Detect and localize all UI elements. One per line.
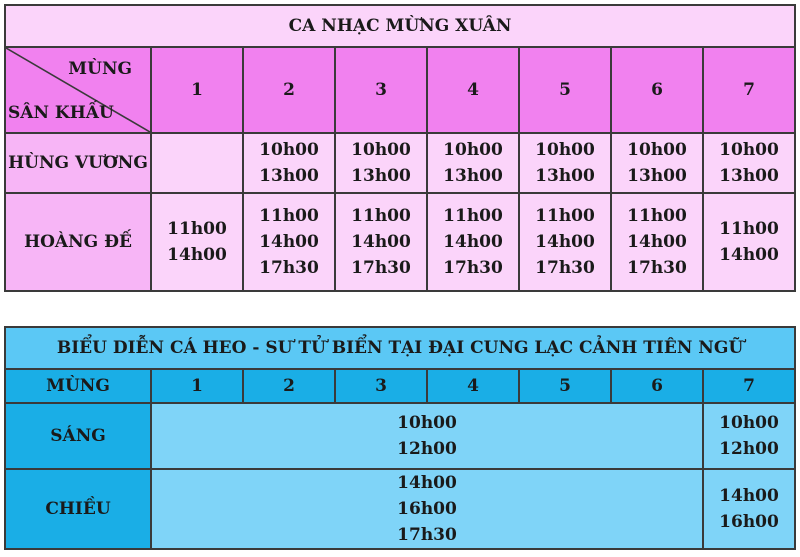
time-value: 11h00: [719, 219, 779, 239]
time-value: 10h00: [535, 140, 595, 160]
time-value: 14h00: [443, 232, 503, 252]
schedule-cell: [243, 193, 335, 291]
schedule-cell-day-7: [703, 403, 795, 469]
corner-day-label: MÙNG: [68, 59, 132, 79]
session-label: CHIỀU: [5, 469, 151, 549]
show-schedule-table: [4, 326, 796, 550]
day-header: 6: [611, 369, 703, 403]
schedule-cell: [611, 193, 703, 291]
concert-day-header-row: [5, 47, 795, 133]
time-value: 12h00: [397, 439, 457, 459]
time-value: 10h00: [351, 140, 411, 160]
time-value: 16h00: [397, 499, 457, 519]
day-header: 7: [703, 47, 795, 133]
time-value: 17h30: [443, 258, 503, 278]
stage-label: HOÀNG ĐẾ: [5, 193, 151, 291]
time-value: 11h00: [535, 206, 595, 226]
time-value: 10h00: [443, 140, 503, 160]
table-row: [5, 133, 795, 193]
schedule-cell: [243, 133, 335, 193]
schedule-cell: [703, 193, 795, 291]
day-header: 5: [519, 369, 611, 403]
time-value: 14h00: [719, 245, 779, 265]
schedule-cell: [519, 133, 611, 193]
time-value: 11h00: [443, 206, 503, 226]
show-day-header-row: [5, 369, 795, 403]
day-header: 3: [335, 47, 427, 133]
day-header: 2: [243, 47, 335, 133]
time-value: 13h00: [259, 166, 319, 186]
time-value: 14h00: [627, 232, 687, 252]
time-value: 14h00: [397, 473, 457, 493]
time-value: 14h00: [351, 232, 411, 252]
corner-header-cell: [5, 47, 151, 133]
time-value: 10h00: [627, 140, 687, 160]
schedule-cell: [335, 133, 427, 193]
show-head-label: MÙNG: [5, 369, 151, 403]
time-value: 10h00: [259, 140, 319, 160]
time-value: 10h00: [397, 413, 457, 433]
schedule-cell: [519, 193, 611, 291]
time-value: 17h30: [535, 258, 595, 278]
time-value: 16h00: [719, 512, 779, 532]
schedule-cell: [611, 133, 703, 193]
schedule-cell: [151, 133, 243, 193]
corner-stage-label: SÂN KHẤU: [8, 103, 114, 123]
table-row: [5, 469, 795, 549]
time-value: 13h00: [443, 166, 503, 186]
time-value: 13h00: [627, 166, 687, 186]
time-value: 14h00: [167, 245, 227, 265]
time-value: 11h00: [167, 219, 227, 239]
time-value: 14h00: [259, 232, 319, 252]
day-header: 2: [243, 369, 335, 403]
day-header: 7: [703, 369, 795, 403]
schedule-cell: [151, 193, 243, 291]
time-value: 10h00: [719, 413, 779, 433]
concert-title: CA NHẠC MỪNG XUÂN: [5, 5, 795, 47]
schedule-cell: [427, 133, 519, 193]
time-value: 17h30: [397, 525, 457, 545]
show-title: BIỂU DIỄN CÁ HEO - SƯ TỬ BIỂN TẠI ĐẠI CUNG LẠC CẢNH TIÊN NGỮ: [5, 327, 795, 369]
time-value: 13h00: [535, 166, 595, 186]
time-value: 13h00: [351, 166, 411, 186]
schedule-cell: [335, 193, 427, 291]
stage-label: HÙNG VƯƠNG: [5, 133, 151, 193]
time-value: 11h00: [627, 206, 687, 226]
time-value: 17h30: [351, 258, 411, 278]
time-value: 17h30: [259, 258, 319, 278]
day-header: 1: [151, 369, 243, 403]
concert-schedule-table: [4, 4, 796, 292]
schedule-cell-days-1-6: [151, 403, 703, 469]
schedule-cell: [427, 193, 519, 291]
time-value: 14h00: [719, 486, 779, 506]
time-value: 10h00: [719, 140, 779, 160]
time-value: 14h00: [535, 232, 595, 252]
session-label: SÁNG: [5, 403, 151, 469]
schedule-cell-days-1-6: [151, 469, 703, 549]
time-value: 11h00: [351, 206, 411, 226]
day-header: 3: [335, 369, 427, 403]
table-row: [5, 403, 795, 469]
day-header: 4: [427, 369, 519, 403]
day-header: 6: [611, 47, 703, 133]
day-header: 1: [151, 47, 243, 133]
time-value: 13h00: [719, 166, 779, 186]
day-header: 4: [427, 47, 519, 133]
day-header: 5: [519, 47, 611, 133]
time-value: 12h00: [719, 439, 779, 459]
time-value: 11h00: [259, 206, 319, 226]
table-row: [5, 193, 795, 291]
time-value: 17h30: [627, 258, 687, 278]
schedule-cell: [703, 133, 795, 193]
schedule-cell-day-7: [703, 469, 795, 549]
